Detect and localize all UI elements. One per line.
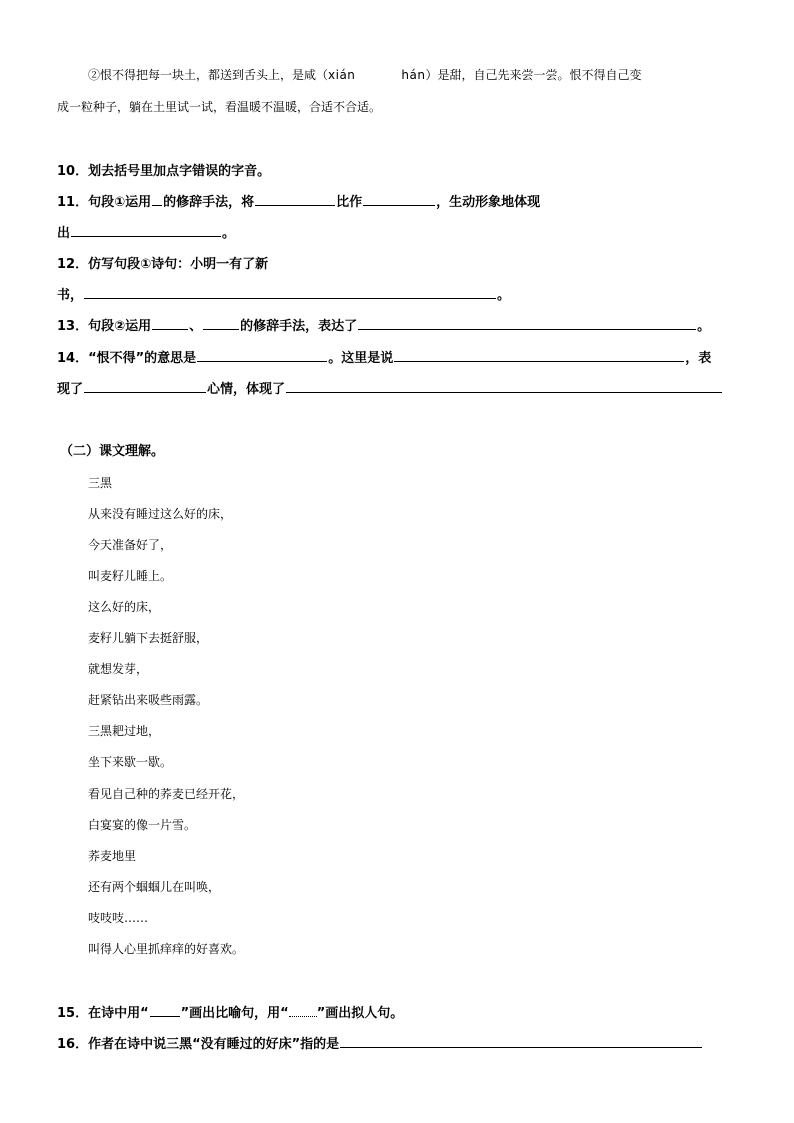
answer-blank[interactable] (358, 315, 696, 330)
poem-line: 还有两个蝈蝈儿在叫唤， (88, 880, 221, 894)
poem-line: 从来没有睡过这么好的床， (88, 507, 233, 521)
question-16 (57, 1033, 703, 1052)
question-text: 16．作者在诗中说三黑“没有睡过的好床”指的是 (57, 1037, 340, 1052)
straight-underline-sample (150, 1002, 180, 1017)
answer-blank[interactable] (203, 315, 239, 330)
poem-line: 吱吱吱…… (88, 911, 149, 925)
question-10: 10．划去括号里加点字错误的字音。 (57, 164, 271, 179)
question-text: 心情，体现了 (207, 382, 286, 397)
question-13 (57, 315, 710, 334)
poem-line: 麦籽儿躺下去挺舒服， (88, 631, 209, 645)
answer-blank[interactable] (340, 1033, 702, 1048)
answer-blank[interactable] (152, 191, 162, 206)
question-text: ，生动形象地体现 (436, 195, 541, 210)
poem-line: 三黑耙过地， (88, 724, 161, 738)
question-text: 的修辞手法，表达了 (240, 319, 358, 334)
question-text: 。 (697, 319, 711, 334)
answer-blank[interactable] (255, 191, 335, 206)
question-12-line-2 (57, 284, 510, 303)
poem-line: 赶紧钻出来吸些雨露。 (88, 693, 209, 707)
question-text: 。这里是说 (328, 351, 394, 366)
poem-line: 叫得人心里抓痒痒的好喜欢。 (88, 942, 245, 956)
question-text: 比作 (336, 195, 363, 210)
poem-line: 这么好的床， (88, 600, 161, 614)
answer-blank[interactable] (152, 315, 188, 330)
poem-title: 三黑 (88, 476, 113, 490)
question-text: 、 (189, 319, 203, 334)
passage-line-1 (88, 66, 642, 83)
poem-line: 荞麦地里 (88, 849, 137, 863)
question-text: 出 (57, 226, 71, 241)
question-text: 现了 (57, 382, 84, 397)
question-14 (57, 347, 711, 366)
question-text: 书， (57, 288, 84, 303)
poem-line: 就想发芽， (88, 662, 149, 676)
poem-line: 今天准备好了， (88, 538, 173, 552)
question-text: 。 (497, 288, 511, 303)
poem-line: 白宴宴的像一片雪。 (88, 818, 197, 832)
passage-text: ）是甜，自己先来尝一尝。恨不得自己变 (425, 68, 642, 82)
question-text: 13．句段②运用 (57, 319, 152, 334)
question-text: ”画出拟人句。 (316, 1006, 404, 1021)
question-11 (57, 191, 540, 210)
answer-blank[interactable] (71, 222, 221, 237)
answer-blank[interactable] (84, 284, 496, 299)
pinyin-option-2: hán (401, 68, 426, 82)
answer-blank[interactable] (84, 378, 206, 393)
passage-text: ②恨不得把每一块土，都送到舌头上，是咸（ (88, 68, 329, 82)
poem-line: 叫麦籽儿睡上。 (88, 569, 173, 583)
question-text: ”画出比喻句，用“ (180, 1006, 289, 1021)
pinyin-option-1: xián (328, 68, 356, 82)
section-title: （二）课文理解。 (60, 444, 165, 459)
passage-line-2: 成一粒种子，躺在土里试一试，看温暖不温暖，合适不合适。 (57, 100, 382, 114)
answer-blank[interactable] (363, 191, 435, 206)
question-text: 11．句段①运用 (57, 195, 152, 210)
question-text: ，表 (685, 351, 712, 366)
question-12: 12．仿写句段①诗句：小明一有了新 (57, 257, 269, 272)
question-15 (57, 1002, 403, 1021)
question-text: 。 (222, 226, 236, 241)
answer-blank[interactable] (286, 378, 722, 393)
poem-line: 看见自己种的荞麦已经开花， (88, 787, 245, 801)
answer-blank[interactable] (197, 347, 327, 362)
question-text: 的修辞手法，将 (163, 195, 255, 210)
poem-line: 坐下来歇一歇。 (88, 755, 173, 769)
question-11-line-2 (57, 222, 235, 241)
wavy-underline-sample (289, 1004, 317, 1017)
answer-blank[interactable] (394, 347, 684, 362)
question-text: 15．在诗中用“ (57, 1006, 149, 1021)
question-text: 14．“恨不得”的意思是 (57, 351, 197, 366)
question-14-line-2 (57, 378, 723, 397)
